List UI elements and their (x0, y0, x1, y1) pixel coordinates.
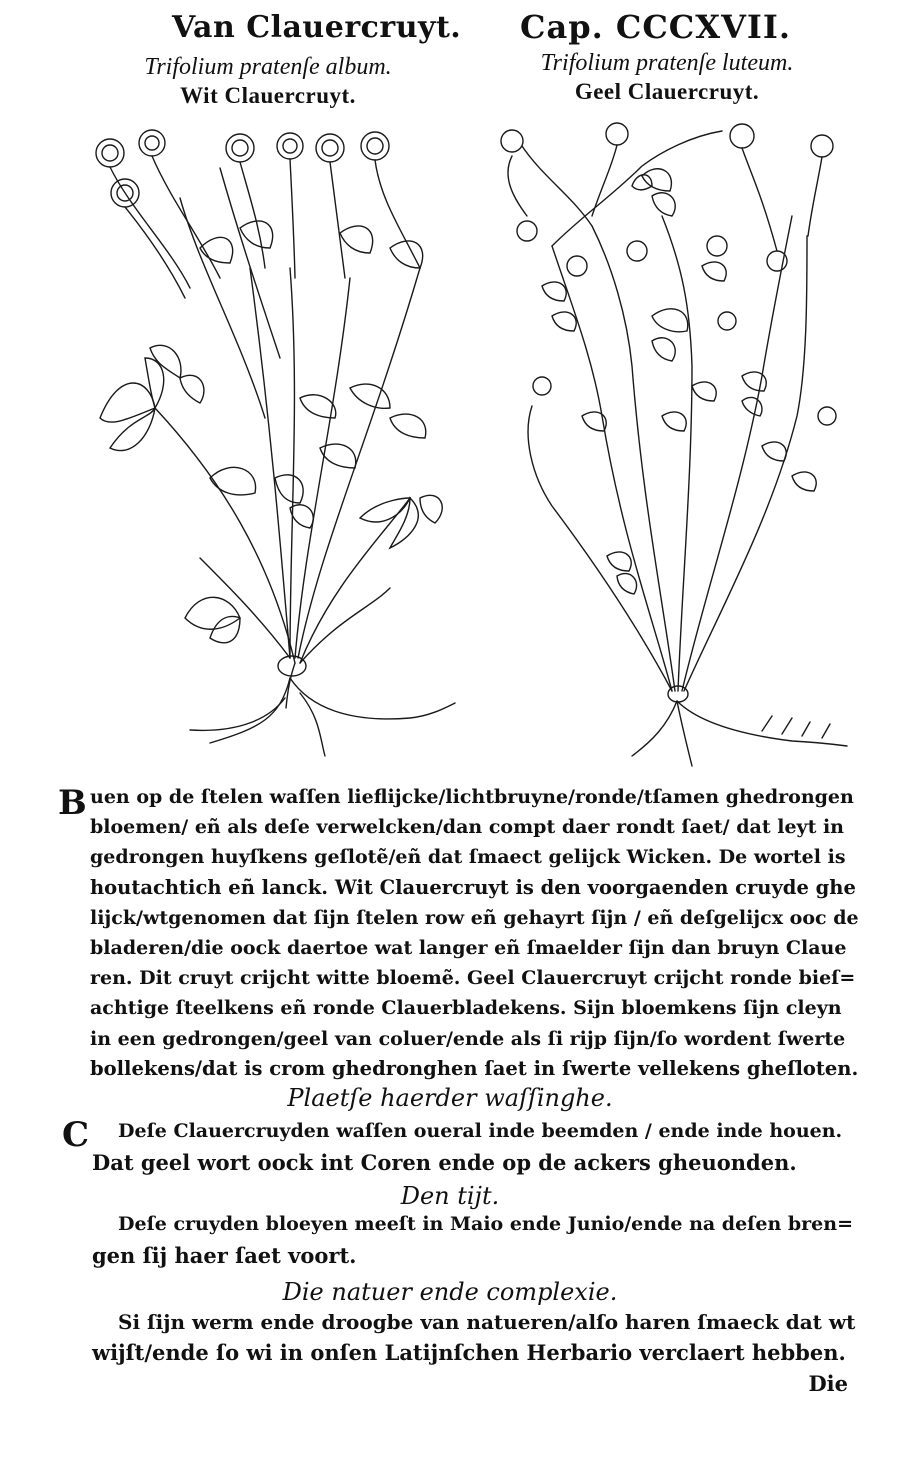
right-figure-caption (512, 48, 822, 106)
left-figure-caption (118, 52, 418, 110)
running-head (0, 4, 900, 50)
section-letter-c: C (62, 1115, 90, 1155)
running-title: Van Clauercruyt. (172, 10, 462, 45)
description-line: houtachtich eñ lanck. Wit Clauercruyt is den voorgaenden cruyde ghe (90, 875, 856, 899)
place-line: Dat geel wort oock int Coren ende op de ackers gheuonden. (92, 1150, 797, 1175)
white-clover-illustration (90, 118, 460, 758)
yellow-clover-woodcut (492, 116, 852, 768)
section-letter-b: B (58, 783, 87, 823)
description-line: bladeren/die oock daertoe wat langer eñ ſmaelder ſijn dan bruyn Claue (90, 937, 847, 960)
left-latin-name: Trifolium pratenſe album. (144, 54, 392, 80)
nature-heading: Die natuer ende complexie. (282, 1278, 618, 1306)
description-line: in een gedrongen/geel van coluer/ende als ſi rijp ſijn/ſo wordent ſwerte (90, 1027, 846, 1050)
place-line: Deſe Clauercruyden waſſen oueral inde beemden / ende inde houen. (118, 1120, 843, 1142)
nature-line: wijſt/ende ſo wi in onſen Latijnſchen Herbario verclaert hebben. (92, 1340, 846, 1365)
description-line: bollekens/dat is crom ghedronghen ſaet in ſwerte vellekens gheſloten. (90, 1056, 859, 1080)
description-line: achtige ſteelkens eñ ronde Clauerbladekens. Sijn bloemkens ſijn cleyn (90, 997, 842, 1020)
description-line: ren. Dit cruyt crijcht witte bloemẽ. Geel Clauercruyt crijcht ronde bieſ= (90, 967, 856, 990)
description-paragraph (90, 782, 860, 1084)
time-line: Deſe cruyden bloeyen meeſt in Maio ende Junio/ende na deſen bren= (118, 1213, 853, 1235)
description-line: lijck/wtgenomen dat ſijn ſtelen row eñ gehayrt ſijn / eñ deſgelijcx ooc de (90, 906, 859, 929)
time-heading: Den tijt. (400, 1182, 500, 1210)
description-line: bloemen/ eñ als deſe verwelcken/dan compt daer rondt ſaet/ dat leyt in (90, 816, 844, 839)
catchword: Die (808, 1371, 848, 1396)
right-latin-name: Trifolium pratenſe luteum. (540, 50, 794, 76)
place-heading: Plaetſe haerder waſſinghe. (287, 1084, 613, 1112)
left-vernacular-name: Wit Clauercruyt. (180, 83, 356, 108)
chapter-number: Cap. CCCXVII. (520, 8, 791, 46)
description-line: gedrongen huyſkens geſlotẽ/eñ dat ſmaect gelijck Wicken. De wortel is (90, 846, 846, 869)
yellow-clover-illustration (492, 116, 852, 768)
time-line: gen ſij haer ſaet voort. (92, 1243, 357, 1268)
nature-line: Si ſijn werm ende droogbe van natueren/alſo haren ſmaeck dat wt (118, 1310, 856, 1334)
white-clover-woodcut (90, 118, 460, 758)
right-vernacular-name: Geel Clauercruyt. (574, 79, 760, 104)
description-line: uen op de ſtelen waſſen lieflijcke/lichtbruyne/ronde/tſamen ghedrongen (90, 786, 854, 808)
